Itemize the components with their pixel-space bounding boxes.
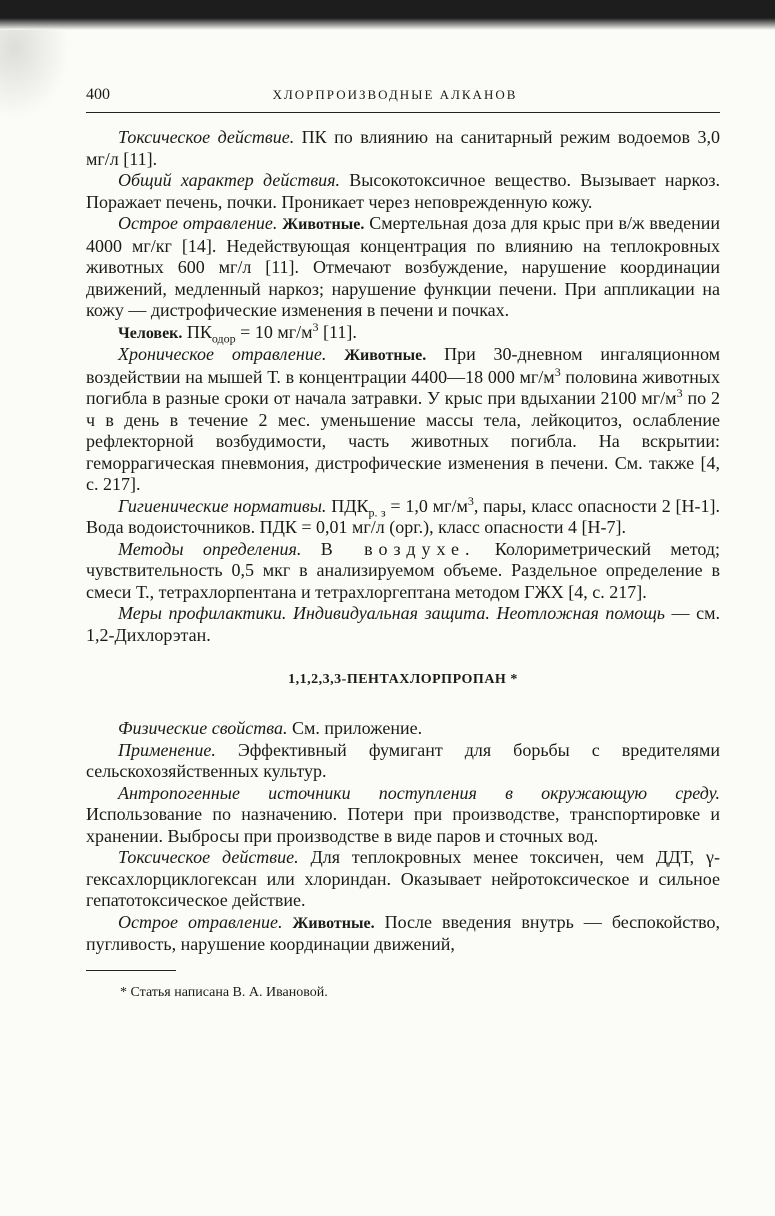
paragraph-lead: Меры профилактики. Индивидуальная защита. Неотложная помощь	[118, 603, 665, 623]
paragraph-acute-poisoning	[86, 213, 720, 322]
paragraph-text: [11].	[318, 321, 357, 342]
paragraph-text: ПК	[182, 321, 212, 342]
paragraph-bold-label: Человек.	[118, 324, 183, 342]
paragraph-text: ПДК	[326, 495, 369, 516]
paragraph-text: по 2 ч в день в течение 2 мес. уменьшение массы тела, лейкоцитоз, ослабление рефлекторной возбудимости, часть животных погибла. На вскрытии: геморрагическая пневмония, дистрофические изменения в печени. См. также [4, с. 217].	[86, 388, 720, 494]
paragraph-hygienic-norms	[86, 493, 720, 539]
paragraph-text: , пары, класс опасности 2 [Н-1]. Вода водоисточников. ПДК = 0,01 мг/л (орг.), класс опасности 4 [Н-7].	[86, 495, 720, 537]
paragraph-prevention	[86, 603, 720, 646]
paragraph-lead: Общий характер действия.	[118, 170, 341, 190]
paragraph-text: См. приложение.	[287, 718, 423, 738]
paragraph-bold-label: Животные.	[344, 347, 427, 364]
book-page	[86, 86, 720, 1001]
paragraph-application	[86, 740, 720, 783]
paragraph-toxic-action-2	[86, 847, 720, 912]
superscript: 3	[467, 493, 474, 508]
paragraph-lead: Острое отравление.	[118, 213, 278, 233]
paragraph-text: Эффективный фумигант для борьбы с вредителями сельскохозяйственных культур.	[86, 739, 720, 781]
paragraph-lead: Физические свойства.	[118, 718, 288, 738]
paragraph-text: = 1,0 мг/м	[385, 495, 468, 516]
paragraph-text: ПК по влиянию на санитарный режим водоемов 3,0 мг/л [11].	[86, 127, 720, 169]
paragraph-acute-poisoning-2	[86, 912, 720, 956]
paragraph-lead: Токсическое действие.	[118, 127, 295, 147]
paragraph-lead: Токсическое действие.	[118, 847, 299, 867]
spaced-text: В воздухе.	[320, 538, 476, 559]
paragraph-lead: Гигиенические нормативы.	[118, 495, 327, 516]
subscript: одор	[211, 331, 236, 346]
paragraph-toxic-action	[86, 127, 720, 170]
paragraph-lead: Острое отравление.	[118, 911, 283, 932]
footnote-rule	[86, 970, 176, 971]
paragraph-text: При 30-дневном ингаляционном воздействии на мышей Т. в концентрации 4400—18 000 мг/м	[86, 344, 720, 387]
paragraph-text: — см. 1,2-Дихлорэтан.	[86, 603, 720, 645]
paragraph-lead: Методы определения.	[118, 538, 302, 559]
paragraph-text: Смертельная доза для крыс при в/ж введении 4000 мг/кг [14]. Недействующая концентрация по влиянию на теплокровных животных 600 мг/л [11]. Отмечают возбуждение, нарушение координации движений, медленный наркоз; нарушение функции печени. При аппликации на кожу — дистрофические изменения в печени и почках.	[86, 213, 721, 320]
paragraph-general-character	[86, 170, 720, 213]
running-title: ХЛОРПРОИЗВОДНЫЕ АЛКАНОВ	[272, 87, 518, 102]
paragraph-methods	[86, 539, 720, 604]
scan-shadow	[0, 30, 70, 120]
header-rule	[86, 112, 720, 113]
paragraph-lead: Хроническое отравление.	[118, 344, 327, 364]
subscript: р. з	[368, 505, 386, 520]
running-head	[86, 86, 720, 110]
paragraph-sources	[86, 783, 720, 848]
paragraph-text: Для теплокровных менее токсичен, чем ДДТ, γ-гексахлорциклогексан или хлориндан. Оказывает нейротоксическое и сильное гепатотоксическое действие.	[86, 847, 720, 910]
paragraph-chronic-poisoning	[86, 344, 720, 496]
paragraph-text: Колориметрический метод; чувствительность 0,5 мкг в анализируемом объеме. Раздельное определение в смеси Т., тетрахлорпентана и тетрахлоргептана методом ГЖХ [4, с. 217].	[86, 538, 721, 602]
paragraph-text: половина животных погибла в разные сроки от начала затравки. У крыс при вдыхании 2100 мг/м	[86, 366, 721, 408]
paragraph-lead: Применение.	[118, 739, 216, 760]
paragraph-lead: Антропогенные источники поступления в окружающую среду.	[118, 782, 720, 803]
paragraph-human	[86, 319, 720, 346]
superscript: 3	[312, 319, 319, 334]
footnote: * Статья написана В. А. Ивановой.	[120, 984, 328, 1000]
paragraph-text: Использование по назначению. Потери при производстве, транспортировке и хранении. Выбросы при производстве в виде паров и сточных вод.	[86, 804, 720, 846]
paragraph-text: Высокотоксичное вещество. Вызывает наркоз. Поражает печень, почки. Проникает через неповрежденную кожу.	[86, 170, 721, 212]
paragraph-physical-properties	[86, 718, 720, 740]
superscript: 3	[554, 364, 561, 379]
paragraph-bold-label: Животные.	[282, 216, 365, 233]
paragraph-bold-label: Животные.	[292, 914, 375, 932]
scan-top-edge	[0, 0, 775, 30]
paragraph-text: = 10 мг/м	[235, 321, 313, 342]
page-number: 400	[86, 86, 110, 103]
paragraph-text: После введения внутрь — беспокойство, пугливость, нарушение координации движений,	[86, 911, 720, 954]
section-title: 1,1,2,3,3-ПЕНТАХЛОРПРОПАН *	[288, 672, 518, 687]
superscript: 3	[676, 386, 683, 400]
